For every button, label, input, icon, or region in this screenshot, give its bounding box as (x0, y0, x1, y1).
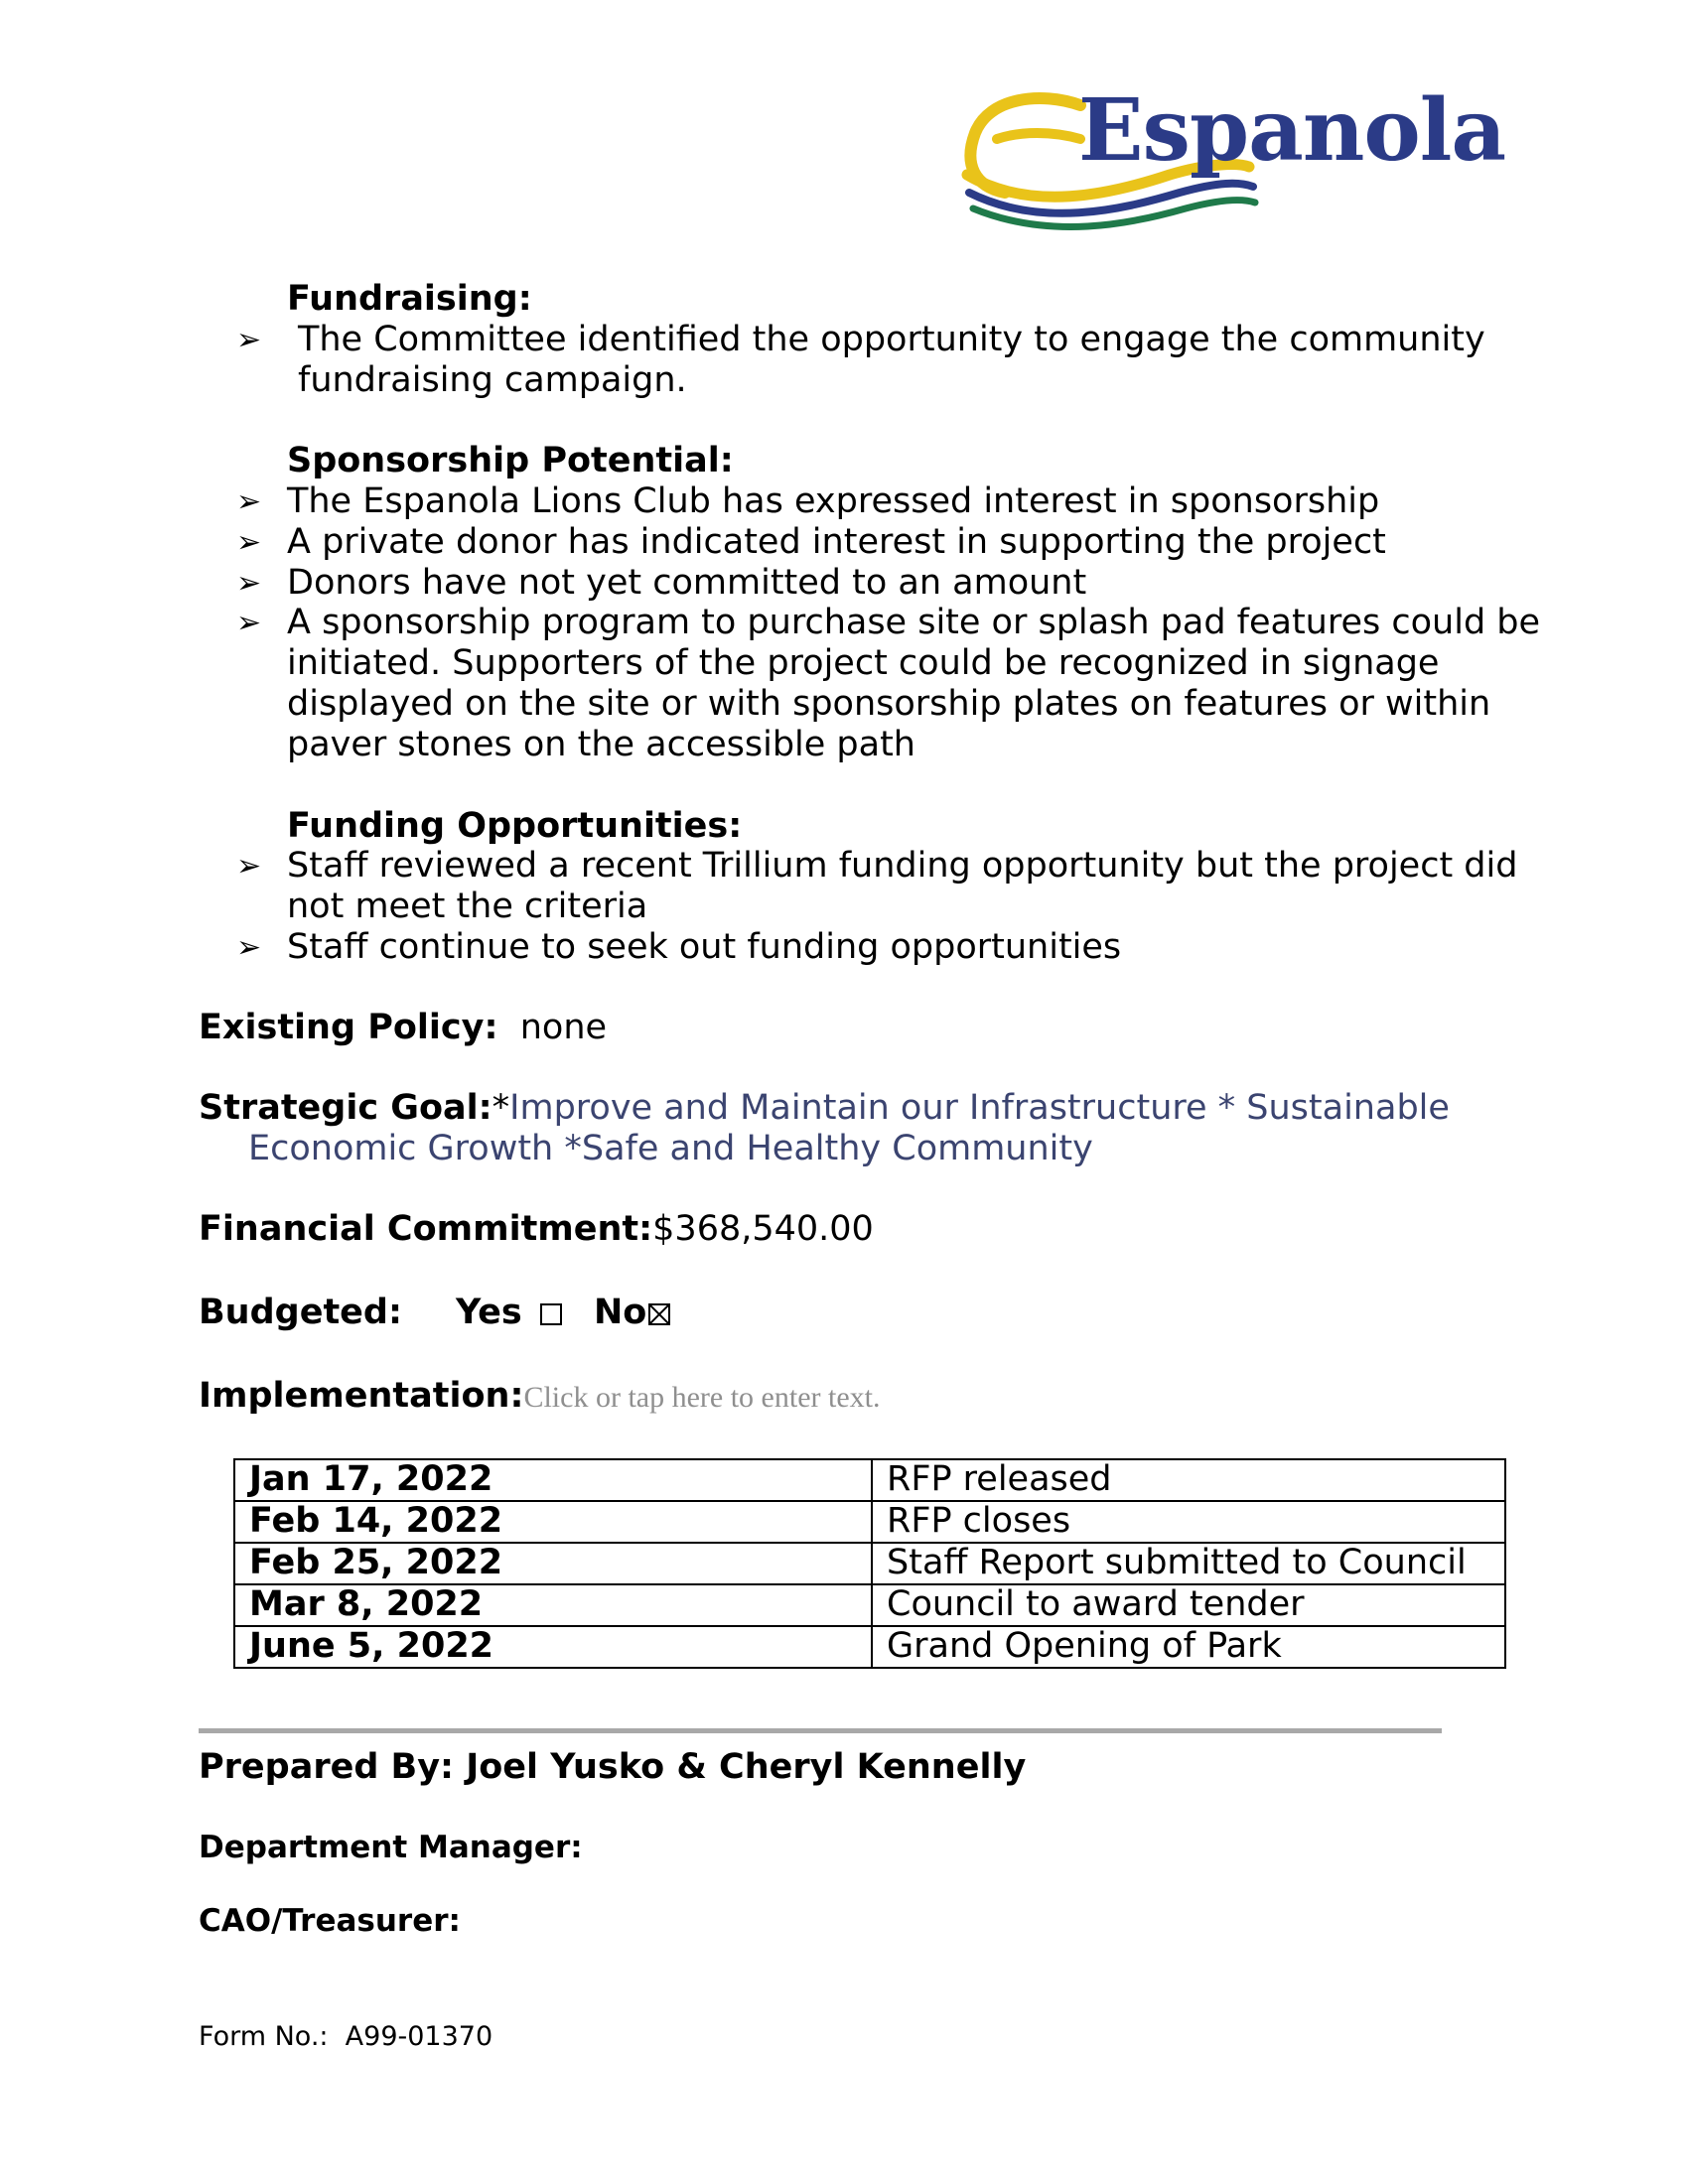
existing-policy-label: Existing Policy: (199, 1008, 498, 1047)
schedule-event: Council to award tender (872, 1584, 1505, 1626)
strategic-goal-label: Strategic Goal: (199, 1088, 492, 1128)
strategic-goal-row (199, 1088, 1450, 1129)
espanola-logo (961, 80, 1506, 242)
schedule-event: Grand Opening of Park (872, 1626, 1505, 1668)
logo-wordmark: Espanola (1078, 80, 1506, 181)
arrow-bullet-icon: ➢ (236, 930, 262, 965)
funding-bullet-1-line-1: Staff reviewed a recent Trillium funding opportunity but the project did (287, 846, 1518, 886)
financial-commitment-label: Financial Commitment: (199, 1209, 653, 1249)
form-number: Form No.: A99-01370 (199, 2021, 493, 2052)
table-row (234, 1626, 1505, 1668)
budgeted-yes-label: Yes (456, 1293, 522, 1332)
implementation-label: Implementation: (199, 1376, 524, 1416)
arrow-bullet-icon: ➢ (236, 606, 262, 640)
sponsorship-bullet-3: Donors have not yet committed to an amount (287, 563, 1087, 603)
prepared-by: Prepared By: Joel Yusko & Cheryl Kennelly (199, 1747, 1027, 1787)
table-row (234, 1584, 1505, 1626)
schedule-date: Feb 14, 2022 (234, 1501, 872, 1543)
table-row (234, 1459, 1505, 1501)
schedule-date: Jan 17, 2022 (234, 1459, 872, 1501)
budgeted-label: Budgeted: (199, 1293, 402, 1332)
arrow-bullet-icon: ➢ (236, 323, 262, 357)
arrow-bullet-icon: ➢ (236, 566, 262, 601)
schedule-date: Mar 8, 2022 (234, 1584, 872, 1626)
implementation-row (199, 1376, 881, 1418)
strategic-goal-line-1: Improve and Maintain our Infrastructure * Sustainable (509, 1088, 1450, 1128)
financial-commitment-value: $368,540.00 (652, 1209, 874, 1249)
schedule-date: June 5, 2022 (234, 1626, 872, 1668)
sponsorship-bullet-4-line-4: paver stones on the accessible path (287, 725, 915, 764)
fundraising-bullet-1-line-2: fundraising campaign. (298, 360, 687, 400)
sponsorship-bullet-4-line-3: displayed on the site or with sponsorship plates on features or within (287, 684, 1491, 724)
table-row (234, 1543, 1505, 1584)
arrow-bullet-icon: ➢ (236, 484, 262, 519)
department-manager-label: Department Manager: (199, 1830, 583, 1865)
schedule-event: RFP closes (872, 1501, 1505, 1543)
budgeted-no-checkbox[interactable] (648, 1303, 670, 1325)
schedule-event: RFP released (872, 1459, 1505, 1501)
fundraising-bullet-1-line-1: The Committee identified the opportunity to engage the community (298, 320, 1485, 359)
funding-heading: Funding Opportunities: (287, 806, 743, 846)
horizontal-divider (199, 1728, 1442, 1733)
schedule-event: Staff Report submitted to Council (872, 1543, 1505, 1584)
strategic-goal-prefix: * (492, 1088, 510, 1128)
existing-policy-row (199, 1008, 607, 1048)
existing-policy-value: none (519, 1008, 608, 1047)
implementation-schedule-table (233, 1458, 1506, 1669)
schedule-date: Feb 25, 2022 (234, 1543, 872, 1584)
sponsorship-bullet-1: The Espanola Lions Club has expressed interest in sponsorship (287, 481, 1380, 521)
arrow-bullet-icon: ➢ (236, 849, 262, 884)
implementation-placeholder-field[interactable]: Click or tap here to enter text. (523, 1381, 881, 1414)
table-row (234, 1501, 1505, 1543)
sponsorship-bullet-4-line-2: initiated. Supporters of the project could be recognized in signage (287, 643, 1440, 683)
strategic-goal-line-2: Economic Growth *Safe and Healthy Community (248, 1129, 1093, 1168)
budgeted-yes-option[interactable] (456, 1293, 562, 1333)
sponsorship-bullet-4-line-1: A sponsorship program to purchase site or splash pad features could be (287, 603, 1541, 642)
cao-treasurer-label: CAO/Treasurer: (199, 1903, 461, 1939)
funding-bullet-2: Staff continue to seek out funding opportunities (287, 927, 1122, 967)
budgeted-yes-checkbox[interactable] (540, 1303, 562, 1325)
funding-bullet-1-line-2: not meet the criteria (287, 887, 648, 926)
arrow-bullet-icon: ➢ (236, 525, 262, 560)
sponsorship-heading: Sponsorship Potential: (287, 441, 734, 480)
financial-commitment-row (199, 1209, 874, 1250)
sponsorship-bullet-2: A private donor has indicated interest in supporting the project (287, 522, 1386, 562)
fundraising-heading: Fundraising: (287, 279, 532, 319)
budgeted-no-option[interactable] (594, 1293, 670, 1333)
budgeted-no-label: No (594, 1293, 647, 1332)
